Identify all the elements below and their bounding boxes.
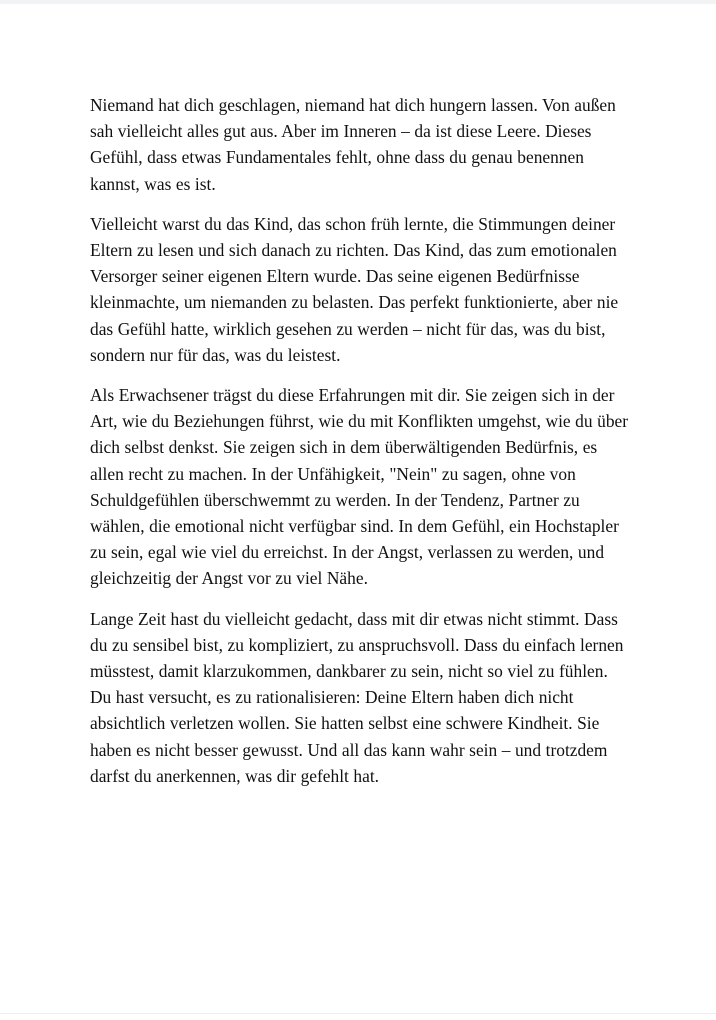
- page-bottom-edge: [0, 1013, 716, 1014]
- body-paragraph: Lange Zeit hast du vielleicht gedacht, dass mit dir etwas nicht stimmt. Dass du zu sensibel bist, zu kompliziert, zu anspruchsvoll. Dass du einfach lernen müsstest, damit klarzukommen, dankbarer zu sein, nicht so viel zu fühlen. Du hast versucht, es zu rationalisieren: Deine Eltern haben dich nicht absichtlich verletzen wollen. Sie hatten selbst eine schwere Kindheit. Sie haben es nicht besser gewusst. Und all das kann wahr sein – und trotzdem darfst du anerkennen, was dir gefehlt hat.: [90, 608, 624, 786]
- page-top-edge: [0, 0, 716, 4]
- document-text-column: [90, 92, 630, 789]
- body-paragraph: Vielleicht warst du das Kind, das schon früh lernte, die Stimmungen deiner Eltern zu lesen und sich danach zu richten. Das Kind, das zum emotionalen Versorger seiner eigenen Eltern wurde. Das seine eigenen Bedürfnisse kleinmachte, um niemanden zu belasten. Das perfekt funktionierte, aber nie das Gefühl hatte, wirklich gesehen zu werden – nicht für das, was du bist, sondern nur für das, was du leistest.: [90, 213, 619, 365]
- body-paragraph: Niemand hat dich geschlagen, niemand hat dich hungern lassen. Von außen sah vielleicht alles gut aus. Aber im Inneren – da ist diese Leere. Dieses Gefühl, dass etwas Fundamentales fehlt, ohne dass du genau benennen kannst, was es ist.: [90, 95, 616, 194]
- body-paragraph: Als Erwachsener trägst du diese Erfahrungen mit dir. Sie zeigen sich in der Art, wie du Beziehungen führst, wie du mit Konflikten umgehst, wie du über dich selbst denkst. Sie zeigen sich in dem überwältigenden Bedürfnis, es allen recht zu machen. In der Unfähigkeit, "Nein" zu sagen, ohne von Schuldgefühlen überschwemmt zu werden. In der Tendenz, Partner zu wählen, die emotional nicht verfügbar sind. In dem Gefühl, ein Hochstapler zu sein, egal wie viel du erreichst. In der Angst, verlassen zu werden, und gleichzeitig der Angst vor zu viel Nähe.: [90, 385, 629, 589]
